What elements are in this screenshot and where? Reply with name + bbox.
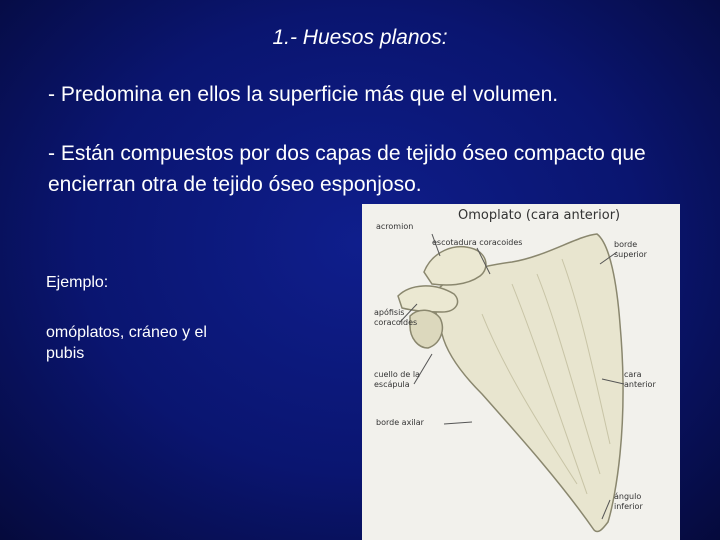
bullet-superficie: - Predomina en ellos la superficie más que el volumen. <box>48 83 559 106</box>
label-borde-superior: borde superior <box>614 240 647 259</box>
slide-title: 1.- Huesos planos: <box>272 26 448 49</box>
bullet-capas: - Están compuestos por dos capas de tejido óseo compacto que encierran otra de tejido óseo esponjoso. <box>48 142 646 196</box>
scapula-illustration <box>362 204 680 540</box>
label-cara-anterior: cara anterior <box>624 370 656 389</box>
label-cuello: cuello de la escápula <box>374 370 420 389</box>
label-escotadura: escotadura coracoides <box>432 238 523 247</box>
label-angulo-inferior: ángulo inferior <box>614 492 643 511</box>
example-label: Ejemplo: <box>46 274 109 291</box>
label-borde-axilar: borde axilar <box>376 418 424 427</box>
label-apofisis: apófisis coracoides <box>374 308 418 327</box>
figure-title: Omoplato (cara anterior) <box>458 208 621 223</box>
label-acromion: acromion <box>376 222 414 231</box>
example-items: omóplatos, cráneo y el pubis <box>46 324 207 362</box>
